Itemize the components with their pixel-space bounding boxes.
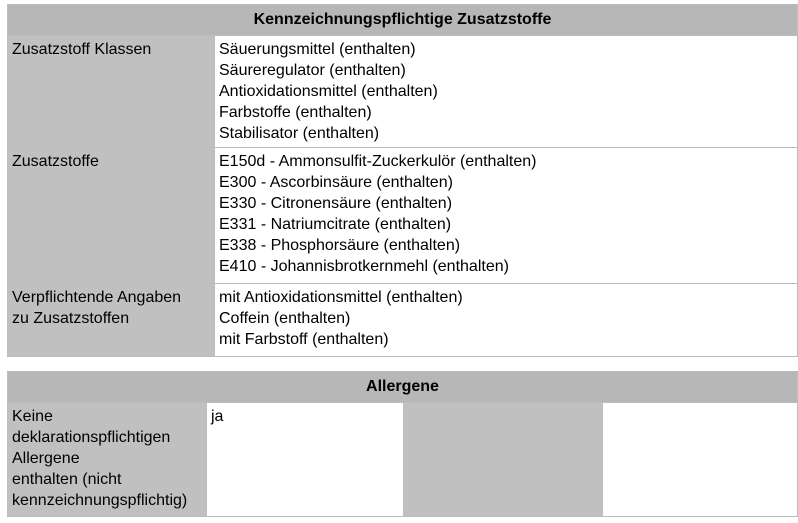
value-line: ja	[211, 408, 224, 425]
row-label-additives	[8, 148, 215, 284]
additives-title: Kennzeichnungspflichtige Zusatzstoffe	[8, 5, 798, 36]
label-line: Zusatzstoffe	[12, 153, 99, 170]
empty-gray-cell	[404, 403, 603, 517]
table-row	[8, 148, 798, 284]
additives-table	[7, 4, 798, 357]
table-row	[8, 36, 798, 148]
row-values-additive-classes	[215, 36, 798, 148]
allergens-title: Allergene	[8, 372, 798, 403]
row-label-no-allergens	[8, 403, 207, 517]
value-line: Säureregulator (enthalten)	[219, 62, 406, 79]
value-line: Stabilisator (enthalten)	[219, 125, 380, 142]
value-line: E330 - Citronensäure (enthalten)	[219, 195, 453, 212]
value-line: E150d - Ammonsulfit-Zuckerkulör (enthalten)	[219, 153, 537, 170]
row-value-no-allergens	[207, 403, 404, 517]
label-line: Keine	[12, 408, 53, 425]
value-line: mit Antioxidationsmittel (enthalten)	[219, 289, 463, 306]
label-line: Verpflichtende Angaben	[12, 289, 182, 306]
value-line: E410 - Johannisbrotkernmehl (enthalten)	[219, 258, 509, 275]
value-line: E338 - Phosphorsäure (enthalten)	[219, 237, 461, 254]
row-values-additives	[215, 148, 798, 284]
value-line: Farbstoffe (enthalten)	[219, 104, 372, 121]
value-line: mit Farbstoff (enthalten)	[219, 331, 389, 348]
row-label-mandatory-info	[8, 284, 215, 357]
label-line: Allergene	[12, 450, 80, 467]
value-line: Coffein (enthalten)	[219, 310, 351, 327]
value-line: E300 - Ascorbinsäure (enthalten)	[219, 174, 453, 191]
label-line: enthalten (nicht	[12, 471, 122, 488]
table-row	[8, 403, 798, 517]
allergens-table	[7, 371, 798, 517]
empty-white-cell	[603, 403, 798, 517]
table-row	[8, 284, 798, 357]
label-line: zu Zusatzstoffen	[12, 310, 130, 327]
value-line: Säuerungsmittel (enthalten)	[219, 41, 416, 58]
row-values-mandatory-info	[215, 284, 798, 357]
label-line: kennzeichnungspflichtig)	[12, 492, 188, 509]
value-line: Antioxidationsmittel (enthalten)	[219, 83, 438, 100]
value-line: E331 - Natriumcitrate (enthalten)	[219, 216, 452, 233]
row-label-additive-classes	[8, 36, 215, 148]
label-line: deklarationspflichtigen	[12, 429, 171, 446]
label-line: Zusatzstoff Klassen	[12, 41, 152, 58]
